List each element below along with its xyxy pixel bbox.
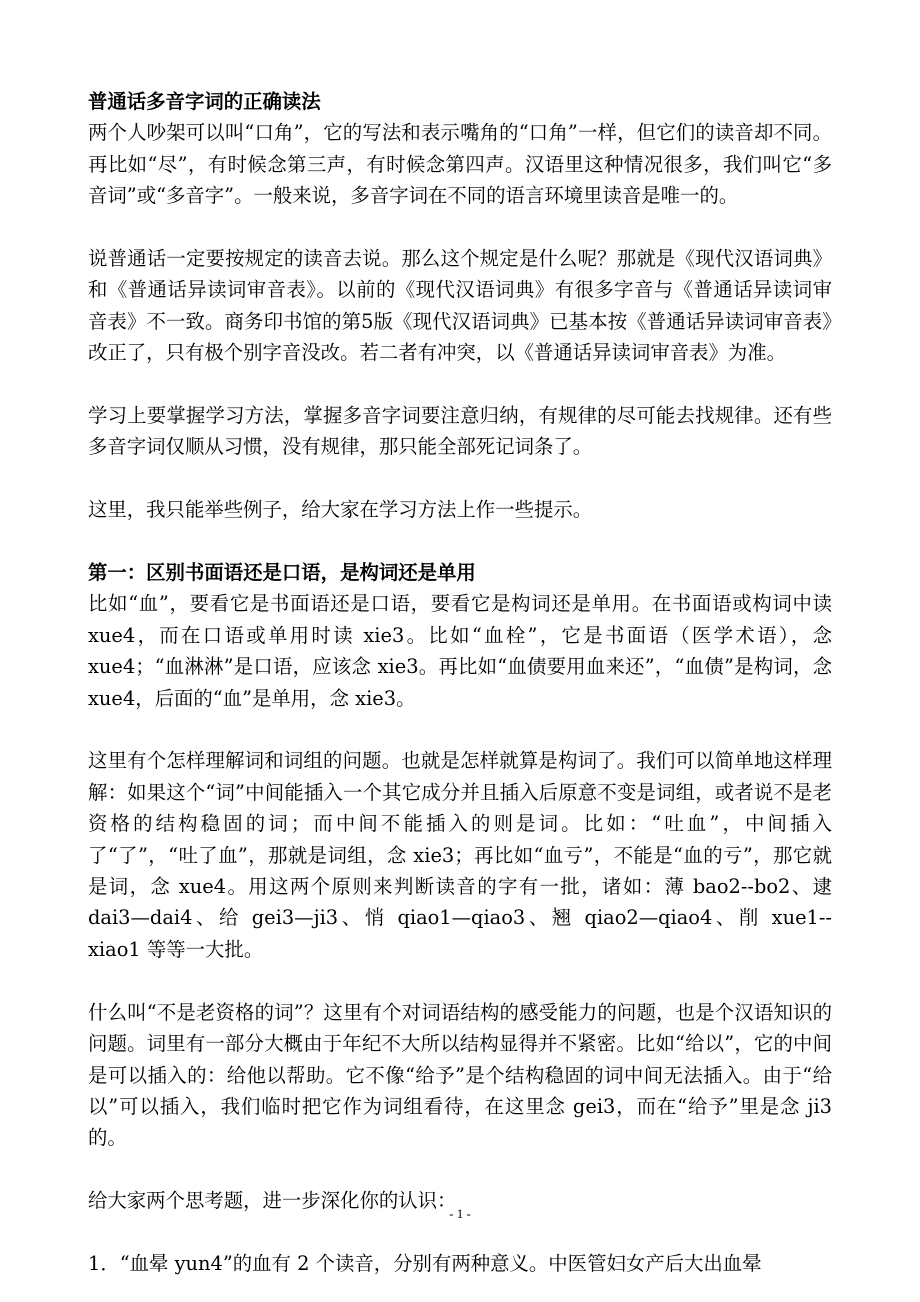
paragraph-gap — [88, 965, 832, 996]
paragraph: 1．“血晕 yun4”的血有 2 个读音，分别有两种意义。中医管妇女产后大出血晕 — [88, 1251, 762, 1275]
paragraph: 给大家两个思考题，进一步深化你的认识： — [88, 1189, 457, 1213]
paragraph-gap — [88, 463, 832, 494]
paragraph-gap — [88, 714, 832, 745]
document-title: 普通话多音字词的正确读法 — [88, 90, 321, 113]
page-number: - 1 - — [449, 1206, 471, 1221]
paragraph: 学习上要掌握学习方法，掌握多音字词要注意归纳，有规律的尽可能去找规律。还有些多音字词仅顺从习惯，没有规律，那只能全部死记词条了。 — [88, 404, 832, 459]
paragraph: 这里有个怎样理解词和词组的问题。也就是怎样就算是构词了。我们可以简单地这样理解：如果这个“词”中间能插入一个其它成分并且插入后原意不变是词组，或者说不是老资格的结构稳固的词；而中间不能插入的则是词。比如：“吐血”，中间插入了“了”，“吐了血”，那就是词组，念 xie3；再比如“血亏”，不能是“血的亏”，那它就是词，念 xue4。用这两个原则来判断读音的字有一批，诸如：薄 bao2--bo2、逮 dai3—dai4、给 gei3—ji3、悄 qiao1—qiao3、翘 qiao2—qiao4、削 xue1-- xiao1 等等一大批。 — [88, 749, 832, 961]
document-body — [88, 86, 832, 1279]
section-heading: 第一：区别书面语还是口语，是构词还是单用 — [88, 561, 476, 585]
paragraph: 两个人吵架可以叫“口角”，它的写法和表示嘴角的“口角”一样，但它们的读音却不同。再比如“尽”，有时候念第三声，有时候念第四声。汉语里这种情况很多，我们叫它“多音词”或“多音字”。一般来说，多音字词在不同的语言环境里读音是唯一的。 — [88, 121, 832, 208]
paragraph-gap — [88, 369, 832, 400]
paragraph: 什么叫“不是老资格的词”？这里有个对词语结构的感受能力的问题，也是个汉语知识的问题。词里有一部分大概由于年纪不大所以结构显得并不紧密。比如“给以”，它的中间是可以插入的：给他以帮助。它不像“给予”是个结构稳固的词中间无法插入。由于“给以”可以插入，我们临时把它作为词组看待，在这里念 gei3，而在“给予”里是念 ji3 的。 — [88, 1000, 832, 1150]
paragraph-gap — [88, 1154, 832, 1185]
paragraph-gap — [88, 526, 832, 557]
paragraph: 这里，我只能举些例子，给大家在学习方法上作一些提示。 — [88, 498, 593, 522]
paragraph: 比如“血”，要看它是书面语还是口语，要看它是构词还是单用。在书面语或构词中读 xue4，而在口语或单用时读 xie3。比如“血栓”，它是书面语（医学术语），念 xue4；“血淋淋”是口语，应该念 xie3。再比如“血债要用血来还”，“血债”是构词，念 xue4，后面的“血”是单用，念 xie3。 — [88, 592, 832, 710]
paragraph-gap — [88, 212, 832, 243]
paragraph: 说普通话一定要按规定的读音去说。那么这个规定是什么呢？那就是《现代汉语词典》和《普通话异读词审音表》。以前的《现代汉语词典》有很多字音与《普通话异读词审音表》不一致。商务印书馆的第5版《现代汉语词典》已基本按《普通话异读词审音表》改正了，只有极个别字音没改。若二者有冲突，以《普通话异读词审音表》为准。 — [88, 247, 832, 365]
